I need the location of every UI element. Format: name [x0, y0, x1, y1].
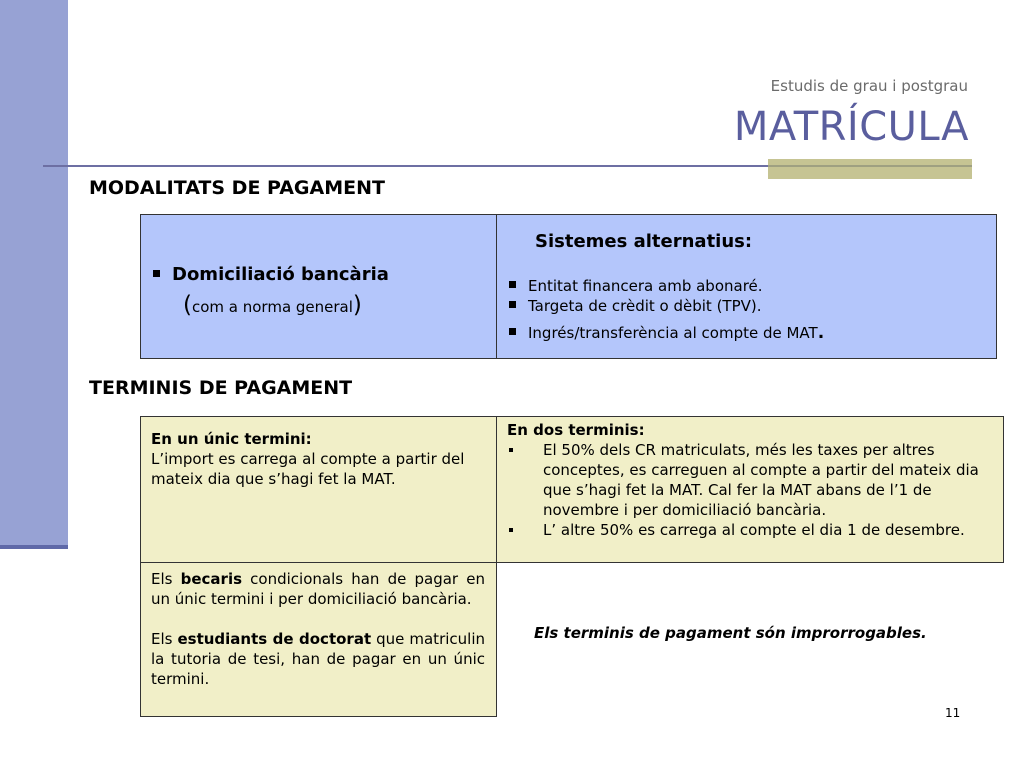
dos-terminis-item-1 [507, 440, 1002, 520]
domiciliacio-note [183, 292, 362, 318]
doctorat-paragraph [151, 629, 485, 689]
becaris-bold: becaris [180, 570, 243, 588]
dos-terminis-item-2-text: L’ altre 50% es carrega al compte el dia 1 de desembre. [543, 521, 965, 539]
becaris-paragraph [151, 569, 485, 609]
sistemes-item-tpv [509, 296, 989, 316]
becaris-doctorat-box [140, 562, 497, 717]
improrrogables-note: Els terminis de pagament són improrrogables. [534, 624, 927, 642]
paren-open: ( [183, 292, 192, 318]
slide-title: MATRÍCULA [733, 104, 969, 150]
modalitats-heading: MODALITATS DE PAGAMENT [89, 177, 385, 199]
page-number: 11 [945, 706, 961, 720]
small-square-bullet-icon [509, 448, 513, 452]
doctorat-post: que matriculin la tutoria de tesi, han de pagar en un únic termini. [151, 630, 485, 688]
terminis-heading: TERMINIS DE PAGAMENT [89, 377, 353, 399]
doctorat-pre: Els [151, 630, 178, 648]
dos-terminis-title: En dos terminis: [507, 421, 645, 439]
domiciliacio-item [153, 264, 389, 285]
small-square-bullet-icon [509, 528, 513, 532]
square-bullet-icon [153, 270, 160, 277]
sistemes-item-transferencia [509, 323, 989, 343]
domiciliacio-label: Domiciliació bancària [172, 264, 389, 285]
paren-close: ) [352, 292, 362, 318]
becaris-pre: Els [151, 570, 181, 588]
sistemes-alternatius-box [496, 214, 997, 359]
square-bullet-icon [509, 328, 516, 335]
square-bullet-icon [509, 301, 516, 308]
becaris-post: condicionals han de pagar en un únic termini i per domiciliació bancària. [151, 570, 485, 608]
sistemes-item-label: Ingrés/transferència al compte de MAT [528, 324, 818, 342]
doctorat-bold: estudiants de doctorat [177, 630, 372, 648]
left-bar-underline [0, 545, 68, 549]
unic-termini-content [151, 429, 486, 489]
becaris-doctorat-content [151, 569, 485, 689]
slide-subtitle: Estudis de grau i postgrau [770, 77, 968, 95]
left-decorative-bar [0, 0, 68, 545]
sistemes-title: Sistemes alternatius: [535, 231, 753, 252]
dos-terminis-content [507, 420, 1002, 540]
sistemes-item-abonare [509, 276, 989, 296]
dos-terminis-item-2 [507, 520, 1002, 540]
sistemes-list [509, 276, 989, 343]
title-accent-block [768, 159, 972, 179]
sistemes-item-label: Entitat financera amb abonaré. [528, 277, 763, 295]
square-bullet-icon [509, 281, 516, 288]
unic-termini-text: L’import es carrega al compte a partir del mateix dia que s’hagi fet la MAT. [151, 450, 465, 488]
unic-termini-title: En un únic termini: [151, 430, 312, 448]
sistemes-item-period: . [817, 323, 825, 343]
title-accent-line [768, 165, 972, 167]
modalitat-domiciliacio-box [140, 214, 497, 359]
unic-termini-box [140, 416, 497, 563]
sistemes-item-label: Targeta de crèdit o dèbit (TPV). [528, 297, 762, 315]
dos-terminis-item-1-text: El 50% dels CR matriculats, més les taxes per altres conceptes, es carreguen al compte a partir del mateix dia que s’hagi fet la MAT. Cal fer la MAT abans de l’1 de novembre i per domiciliació bancària. [543, 441, 979, 519]
dos-terminis-box [496, 416, 1004, 563]
domiciliacio-note-text: com a norma general [191, 298, 353, 316]
